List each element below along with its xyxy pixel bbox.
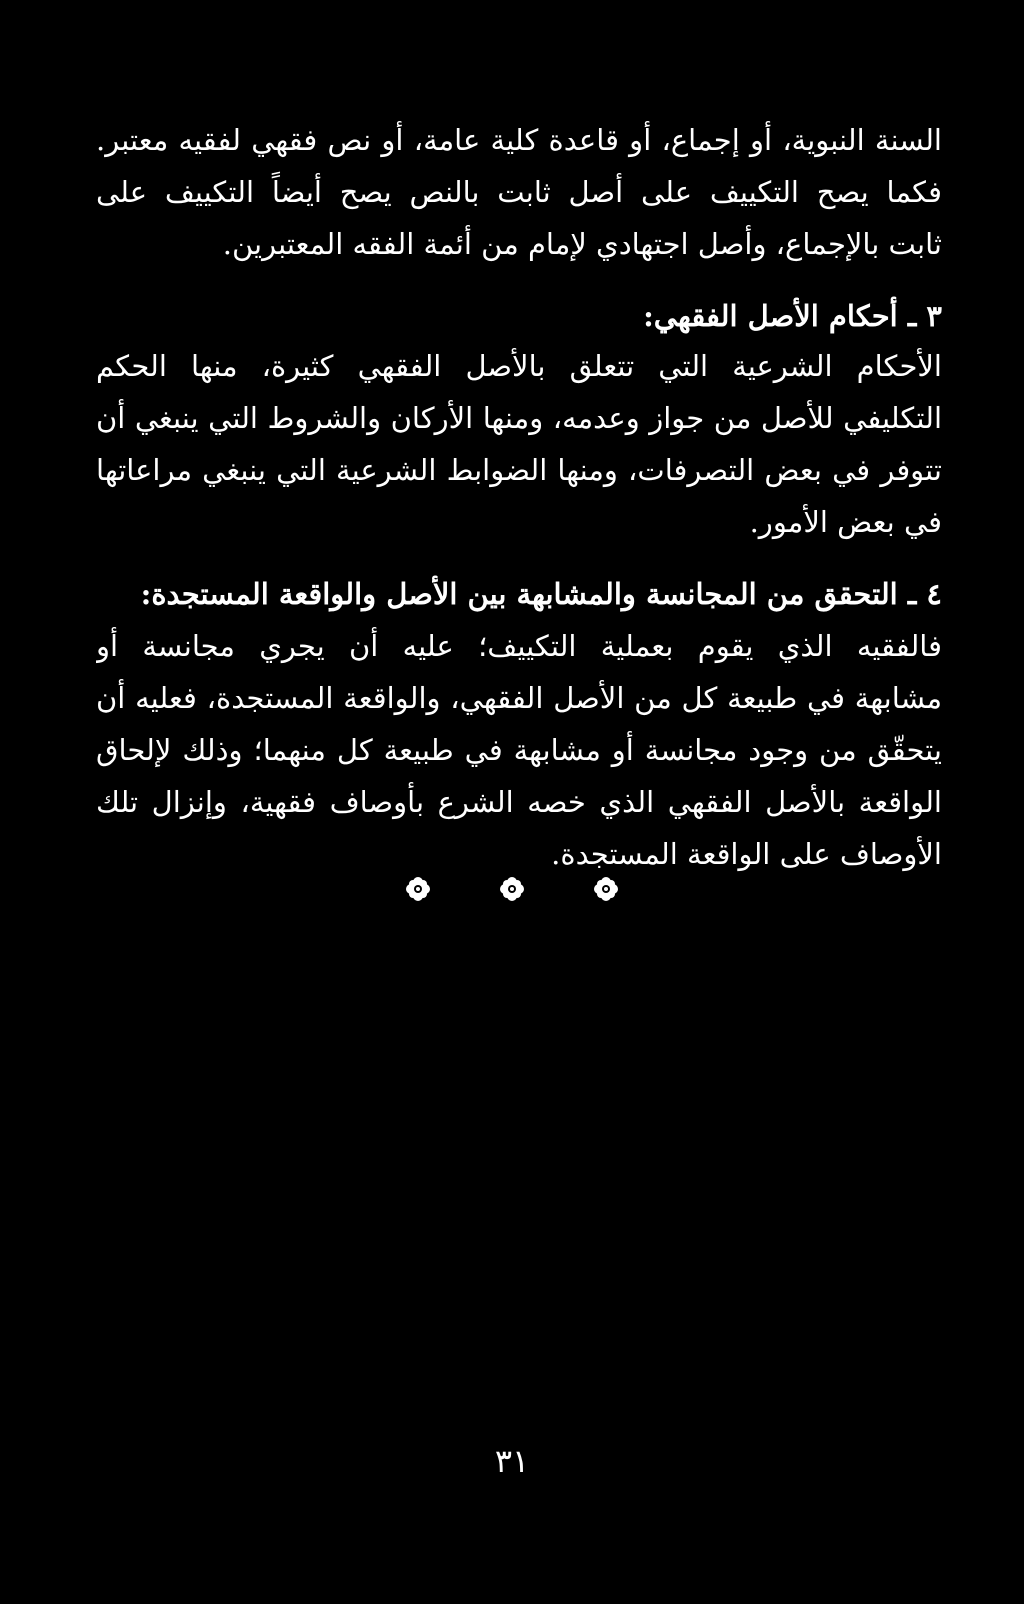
- flower-ornament-icon: [404, 875, 432, 903]
- section-3-body: [96, 340, 942, 548]
- text-line: يتحقّق من وجود مجانسة أو مشابهة في طبيعة كل منهما؛ وذلك لإلحاق: [96, 733, 942, 767]
- section-4-body: [96, 620, 942, 880]
- text-line: تتوفر في بعض التصرفات، ومنها الضوابط الشرعية التي ينبغي مراعاتها: [96, 453, 942, 487]
- text-line: الأوصاف على الواقعة المستجدة.: [551, 837, 942, 871]
- flower-ornament-icon: [498, 875, 526, 903]
- text-line: التكليفي للأصل من جواز وعدمه، ومنها الأركان والشروط التي ينبغي أن: [96, 401, 942, 435]
- text-line: فكما يصح التكييف على أصل ثابت بالنص يصح أيضاً التكييف على: [96, 175, 942, 209]
- flower-ornament-icon: [592, 875, 620, 903]
- paragraph-intro: [96, 114, 942, 270]
- section-3-heading: ٣ ـ أحكام الأصل الفقهي:: [643, 299, 942, 333]
- page-number: ٣١: [494, 1442, 530, 1480]
- section-divider: [0, 874, 1024, 914]
- text-line: الأحكام الشرعية التي تتعلق بالأصل الفقهي كثيرة، منها الحكم: [96, 349, 942, 383]
- text-line: ثابت بالإجماع، وأصل اجتهادي لإمام من أئمة الفقه المعتبرين.: [222, 227, 942, 261]
- text-line: في بعض الأمور.: [749, 505, 942, 539]
- text-line: مشابهة في طبيعة كل من الأصل الفقهي، والواقعة المستجدة، فعليه أن: [96, 681, 942, 715]
- section-4-heading: ٤ ـ التحقق من المجانسة والمشابهة بين الأصل والواقعة المستجدة:: [140, 577, 942, 611]
- text-line: الواقعة بالأصل الفقهي الذي خصه الشرع بأوصاف فقهية، وإنزال تلك: [96, 785, 942, 819]
- text-line: فالفقيه الذي يقوم بعملية التكييف؛ عليه أن يجري مجانسة أو: [96, 629, 942, 663]
- text-line: السنة النبوية، أو إجماع، أو قاعدة كلية عامة، أو نص فقهي لفقيه معتبر.: [96, 123, 942, 157]
